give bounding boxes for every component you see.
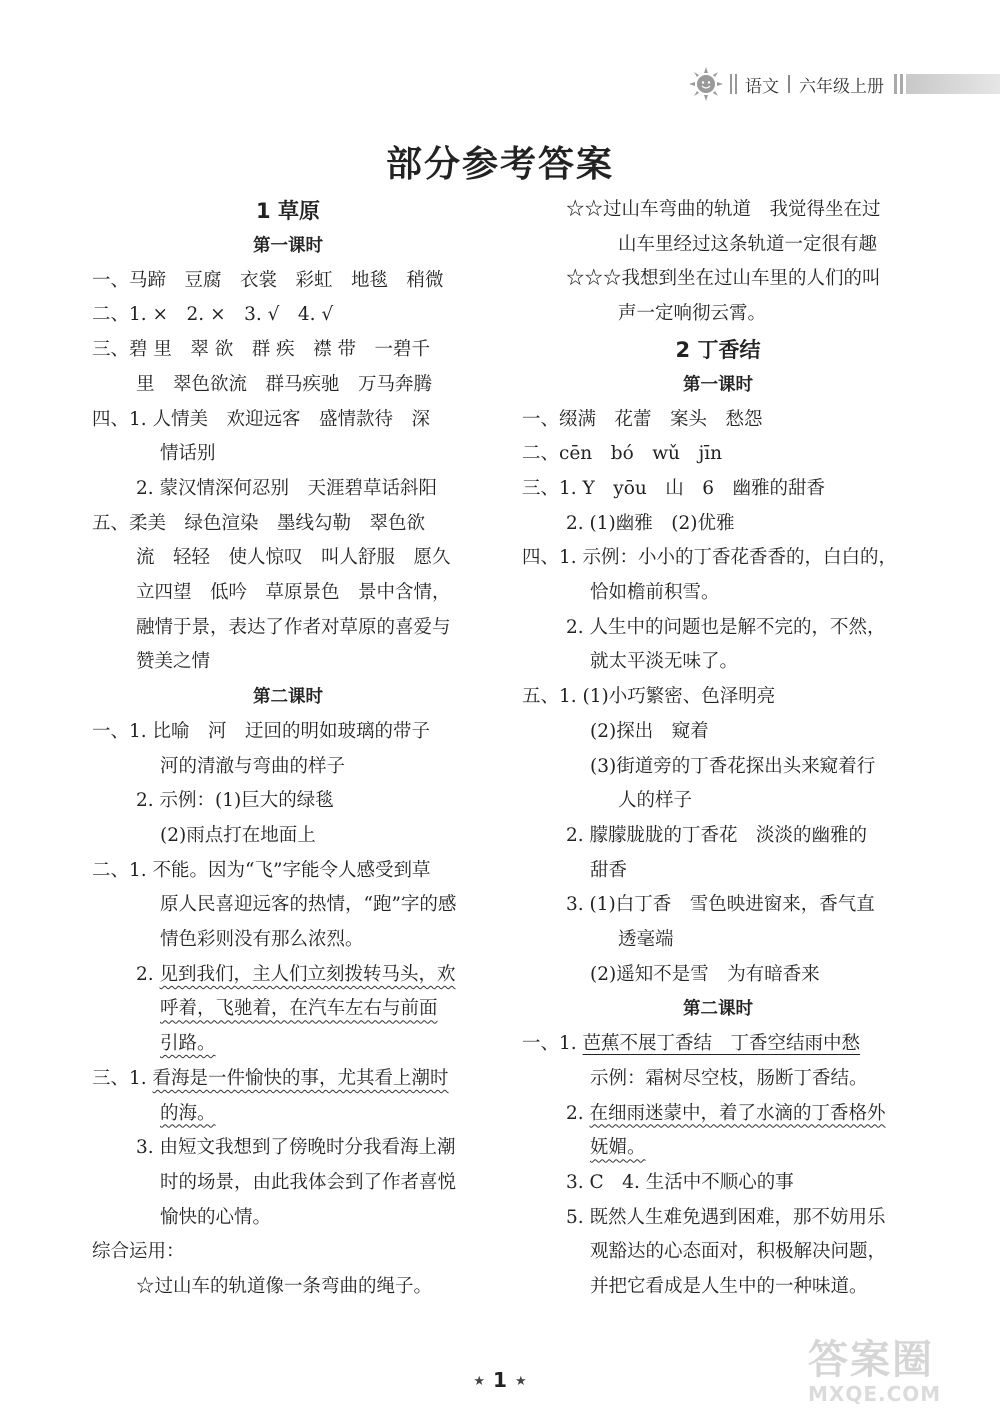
answer-line: 情话别 xyxy=(160,443,216,465)
answer-line: 情色彩则没有那么浓烈。 xyxy=(160,929,364,951)
answer-line xyxy=(522,1097,914,1132)
wavy-underlined-text: 妩媚。 xyxy=(590,1137,646,1159)
lesson-subheading: 第一课时 xyxy=(253,236,323,256)
answer-line: 人的样子 xyxy=(618,790,693,812)
answer-number: 2. xyxy=(566,1102,590,1124)
answer-line: 5. 既然人生难免遇到困难，那不妨用乐 xyxy=(566,1206,886,1228)
wavy-underlined-text: 呼着，飞驰着，在汽车左右与前面 xyxy=(160,998,438,1020)
lesson-subheading: 第一课时 xyxy=(683,374,753,395)
answer-line: 二、cēn bó wǔ jīn xyxy=(522,443,723,465)
header-band xyxy=(894,74,1000,94)
footer-star-icon: ★ xyxy=(514,1374,527,1389)
answer-line: 二、1. × 2. × 3. √ 4. √ xyxy=(92,304,334,326)
right-column xyxy=(522,193,914,1305)
answer-line: 融情于景，表达了作者对草原的喜爱与 xyxy=(136,616,451,638)
answer-line: 2. (1)幽雅 (2)优雅 xyxy=(566,512,735,534)
answer-line: 2. 示例：(1)巨大的绿毯 xyxy=(136,790,334,812)
answer-number: 一、1. xyxy=(522,1033,583,1055)
answer-line: 观豁达的心态面对，积极解决问题， xyxy=(590,1241,887,1263)
page-header xyxy=(688,62,1000,106)
answer-line: 就太平淡无味了。 xyxy=(590,651,739,673)
section-heading: 2 丁香结 xyxy=(675,337,761,362)
underlined-text: 芭蕉不展丁香结 丁香空结雨中愁 xyxy=(582,1033,861,1055)
answer-line: 声一定响彻云霄。 xyxy=(618,303,767,325)
answer-line: (2)雨点打在地面上 xyxy=(160,824,316,846)
answer-line: 四、1. 示例：小小的丁香花香香的，白白的， xyxy=(522,547,898,569)
answer-line: 示例：霜树尽空枝，肠断丁香结。 xyxy=(590,1067,868,1089)
answer-line: 2. 人生中的问题也是解不完的，不然， xyxy=(566,616,886,638)
answer-line: 原人民喜迎远客的热情，“跑”字的感 xyxy=(160,894,457,916)
answer-line: 2. 蒙汉情深何忍别 天涯碧草话斜阳 xyxy=(136,477,438,499)
answer-line: ☆过山车的轨道像一条弯曲的绳子。 xyxy=(136,1276,433,1298)
answer-line: 三、1. Y yōu 山 6 幽雅的甜香 xyxy=(522,477,826,499)
answer-line: ☆☆过山车弯曲的轨道 我觉得坐在过 xyxy=(566,199,881,220)
answer-number: 三、1. xyxy=(92,1067,153,1089)
header-grade: 六年级上册 xyxy=(799,76,884,97)
answer-line: ☆☆☆我想到坐在过山车里的人们的叫 xyxy=(566,268,881,290)
answer-line xyxy=(92,1097,484,1132)
answer-line: 里 翠色欲流 群马疾驰 万马奔腾 xyxy=(136,373,433,395)
answer-line: 三、碧 里 翠 欲 群 疾 襟 带 一碧千 xyxy=(92,339,431,361)
left-column xyxy=(92,193,484,1305)
answer-line xyxy=(92,1062,484,1097)
answer-line: 河的清澈与弯曲的样子 xyxy=(160,755,346,777)
answer-line: 愉快的心情。 xyxy=(160,1206,272,1228)
answer-line: 时的场景，由此我体会到了作者喜悦 xyxy=(160,1171,457,1193)
wavy-underlined-text: 引路。 xyxy=(160,1033,216,1055)
wavy-underlined-text: 见到我们，主人们立刻拨转马头，欢 xyxy=(159,963,456,985)
lesson-subheading: 第二课时 xyxy=(253,687,323,708)
answer-line: 一、缀满 花蕾 案头 愁怨 xyxy=(522,408,763,430)
answer-line: 二、1. 不能。因为“飞”字能令人感受到草 xyxy=(92,859,431,881)
answer-line: 四、1. 人情美 欢迎远客 盛情款待 深 xyxy=(92,408,431,430)
wavy-underlined-text: 的海。 xyxy=(160,1102,216,1124)
header-separator xyxy=(788,75,790,93)
answer-line xyxy=(522,1131,914,1166)
answer-line: 流 轻轻 使人惊叹 叫人舒服 愿久 xyxy=(136,547,451,569)
watermark-logo xyxy=(808,1338,968,1418)
answer-line: 立四望 低吟 草原景色 景中含情， xyxy=(136,582,451,604)
answer-line: (3)街道旁的丁香花探出头来窥着行 xyxy=(590,755,876,777)
answer-line: 一、1. 比喻 河 迂回的明如玻璃的带子 xyxy=(92,720,431,742)
section-heading: 1 草原 xyxy=(256,199,320,223)
header-divider-bars xyxy=(730,74,737,94)
answer-line: 五、1. (1)小巧繁密、色泽明亮 xyxy=(522,686,776,708)
page-title: 部分参考答案 xyxy=(385,144,614,185)
header-subject: 语文 xyxy=(745,76,779,97)
answer-line xyxy=(522,1027,914,1062)
answer-line: 赞美之情 xyxy=(136,651,211,673)
answer-line: 3. 由短文我想到了傍晚时分我看海上潮 xyxy=(136,1137,456,1159)
answer-line: 一、马蹄 豆腐 衣裳 彩虹 地毯 稍微 xyxy=(92,269,444,291)
answer-line: 3. (1)白丁香 雪色映进窗来，香气直 xyxy=(566,894,875,916)
answer-line: (2)探出 窥着 xyxy=(590,720,709,742)
answer-line xyxy=(92,992,484,1027)
answer-line: 3. C 4. 生活中不顺心的事 xyxy=(566,1171,794,1193)
page-number: 1 xyxy=(493,1368,507,1392)
wavy-underlined-text: 在细雨迷蒙中，着了水滴的丁香格外 xyxy=(589,1102,886,1124)
answer-line: 并把它看成是人生中的一种味道。 xyxy=(590,1276,868,1298)
answer-line: 五、柔美 绿色渲染 墨线勾勒 翠色欲 xyxy=(92,512,426,534)
wavy-underlined-text: 看海是一件愉快的事，尤其看上潮时 xyxy=(152,1067,449,1089)
answer-line: 综合运用： xyxy=(92,1241,185,1263)
answer-number: 2. xyxy=(136,963,160,985)
lesson-subheading: 第二课时 xyxy=(683,999,753,1020)
answer-line: 恰如檐前积雪。 xyxy=(590,582,720,604)
watermark-url: MXQE.COM xyxy=(808,1382,942,1406)
watermark-text: 答案圈 xyxy=(808,1337,934,1383)
answer-line: 甜香 xyxy=(590,859,628,881)
answer-line: 山车里经过这条轨道一定很有趣 xyxy=(618,233,878,255)
sun-logo-icon xyxy=(688,66,724,102)
answer-line xyxy=(92,1027,484,1062)
answer-line xyxy=(92,958,484,993)
answer-line: (2)遥知不是雪 为有暗香来 xyxy=(590,963,820,985)
answer-line: 透毫端 xyxy=(618,929,674,951)
answer-line: 2. 朦朦胧胧的丁香花 淡淡的幽雅的 xyxy=(566,824,868,846)
footer-star-icon: ★ xyxy=(473,1374,486,1389)
